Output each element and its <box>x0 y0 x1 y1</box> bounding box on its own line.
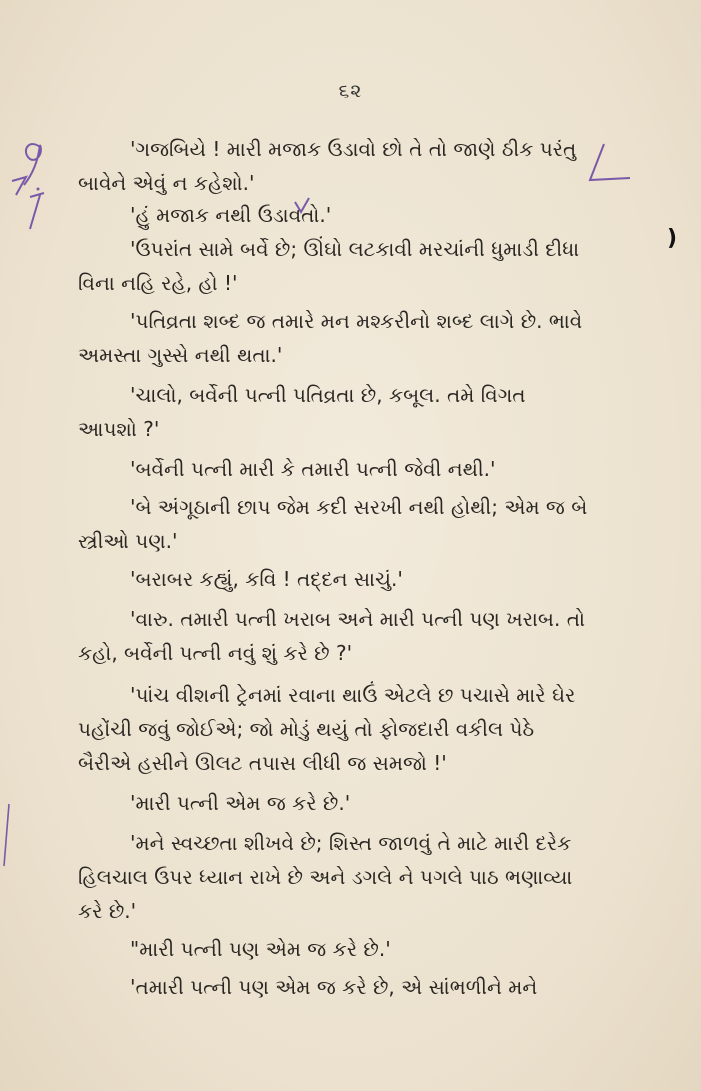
dialogue-paragraph-1 <box>78 132 638 200</box>
pencil-stroke-mark <box>0 800 14 870</box>
handwritten-margin-mark <box>0 125 60 275</box>
text-line: 'વારુ. તમારી પત્ની ખરાબ અને મારી પત્ની પણ ખરાબ. તો <box>130 607 585 631</box>
text-line: 'મારી પત્ની એમ જ કરે છે.' <box>130 791 351 815</box>
dialogue-paragraph-14 <box>78 970 638 1004</box>
dialogue-paragraph-7 <box>78 490 638 558</box>
text-line: 'પાંચ વીશની ટ્રેનમાં રવાના થાઉં એટલે છ પચાસે મારે ઘેર <box>130 683 576 707</box>
text-line: 'બે અંગૂઠાની છાપ જેમ કદી સરખી નથી હોથી; એમ જ બે <box>130 495 588 519</box>
text-line: વિના નહિ રહે, હો !' <box>78 271 238 295</box>
dialogue-paragraph-3 <box>78 232 638 300</box>
dialogue-paragraph-6 <box>78 452 638 486</box>
dialogue-paragraph-11 <box>78 786 638 820</box>
dialogue-paragraph-13 <box>78 932 638 966</box>
dialogue-paragraph-2 <box>78 198 638 232</box>
dialogue-paragraph-5 <box>78 378 638 446</box>
text-line: 'હું મજાક નથી ઉડાવતો.' <box>130 203 332 227</box>
text-line: સ્ત્રીઓ પણ.' <box>78 529 178 553</box>
text-line: 'તમારી પત્ની પણ એમ જ કરે છે, એ સાંભળીને મને <box>130 975 538 999</box>
page-number: ૬૨ <box>338 80 363 102</box>
text-line: હિલચાલ ઉપર ધ્યાન રાખે છે અને ડગલે ને પગલે પાઠ ભણાવ્યા <box>78 865 573 889</box>
text-line: "મારી પત્ની પણ એમ જ કરે છે.' <box>130 937 391 961</box>
text-line: કહો, બર્વેની પત્ની નવું શું કરે છે ?' <box>78 641 353 665</box>
text-line: 'ઉપરાંત સામે બર્વે છે; ઊંઘો લટકાવી મરચાંની ધુમાડી દીધા <box>130 237 580 261</box>
text-line: પહોંચી જવું જોઈએ; જો મોડું થયું તો ફોજદારી વકીલ પેઠે <box>78 717 535 741</box>
text-line: 'પતિવ્રતા શબ્દ જ તમારે મન મશ્કરીનો શબ્દ લાગે છે. ભાવે <box>130 309 583 333</box>
dialogue-paragraph-4 <box>78 304 638 372</box>
text-line: અમસ્તા ગુસ્સે નથી થતા.' <box>78 343 283 367</box>
text-line: 'ગજબિયે ! મારી મજાક ઉડાવો છો તે તો જાણે ઠીક પરંતુ <box>130 137 577 161</box>
text-line: 'ચાલો, બર્વેની પત્ની પતિવ્રતા છે, કબૂલ. તમે વિગત <box>130 383 526 407</box>
dialogue-paragraph-9 <box>78 602 638 670</box>
text-line: 'મને સ્વચ્છતા શીખવે છે; શિસ્ત જાળવું તે માટે મારી દરેક <box>130 831 572 855</box>
margin-bracket-mark: ) <box>667 226 678 251</box>
dialogue-paragraph-10 <box>78 678 638 780</box>
dialogue-paragraph-12 <box>78 826 638 928</box>
text-line: 'બર્વેની પત્ની મારી કે તમારી પત્ની જેવી નથી.' <box>130 457 496 481</box>
text-line: આપશો ?' <box>78 417 160 441</box>
text-line: બાવેને એવું ન કહેશો.' <box>78 171 255 195</box>
text-line: 'બરાબર કહ્યું, કવિ ! તદ્દન સાચું.' <box>130 567 403 591</box>
dialogue-paragraph-8 <box>78 562 638 596</box>
text-line: કરે છે.' <box>78 899 137 923</box>
text-line: બૈરીએ હસીને ઊલટ તપાસ લીધી જ સમજો !' <box>78 751 447 775</box>
